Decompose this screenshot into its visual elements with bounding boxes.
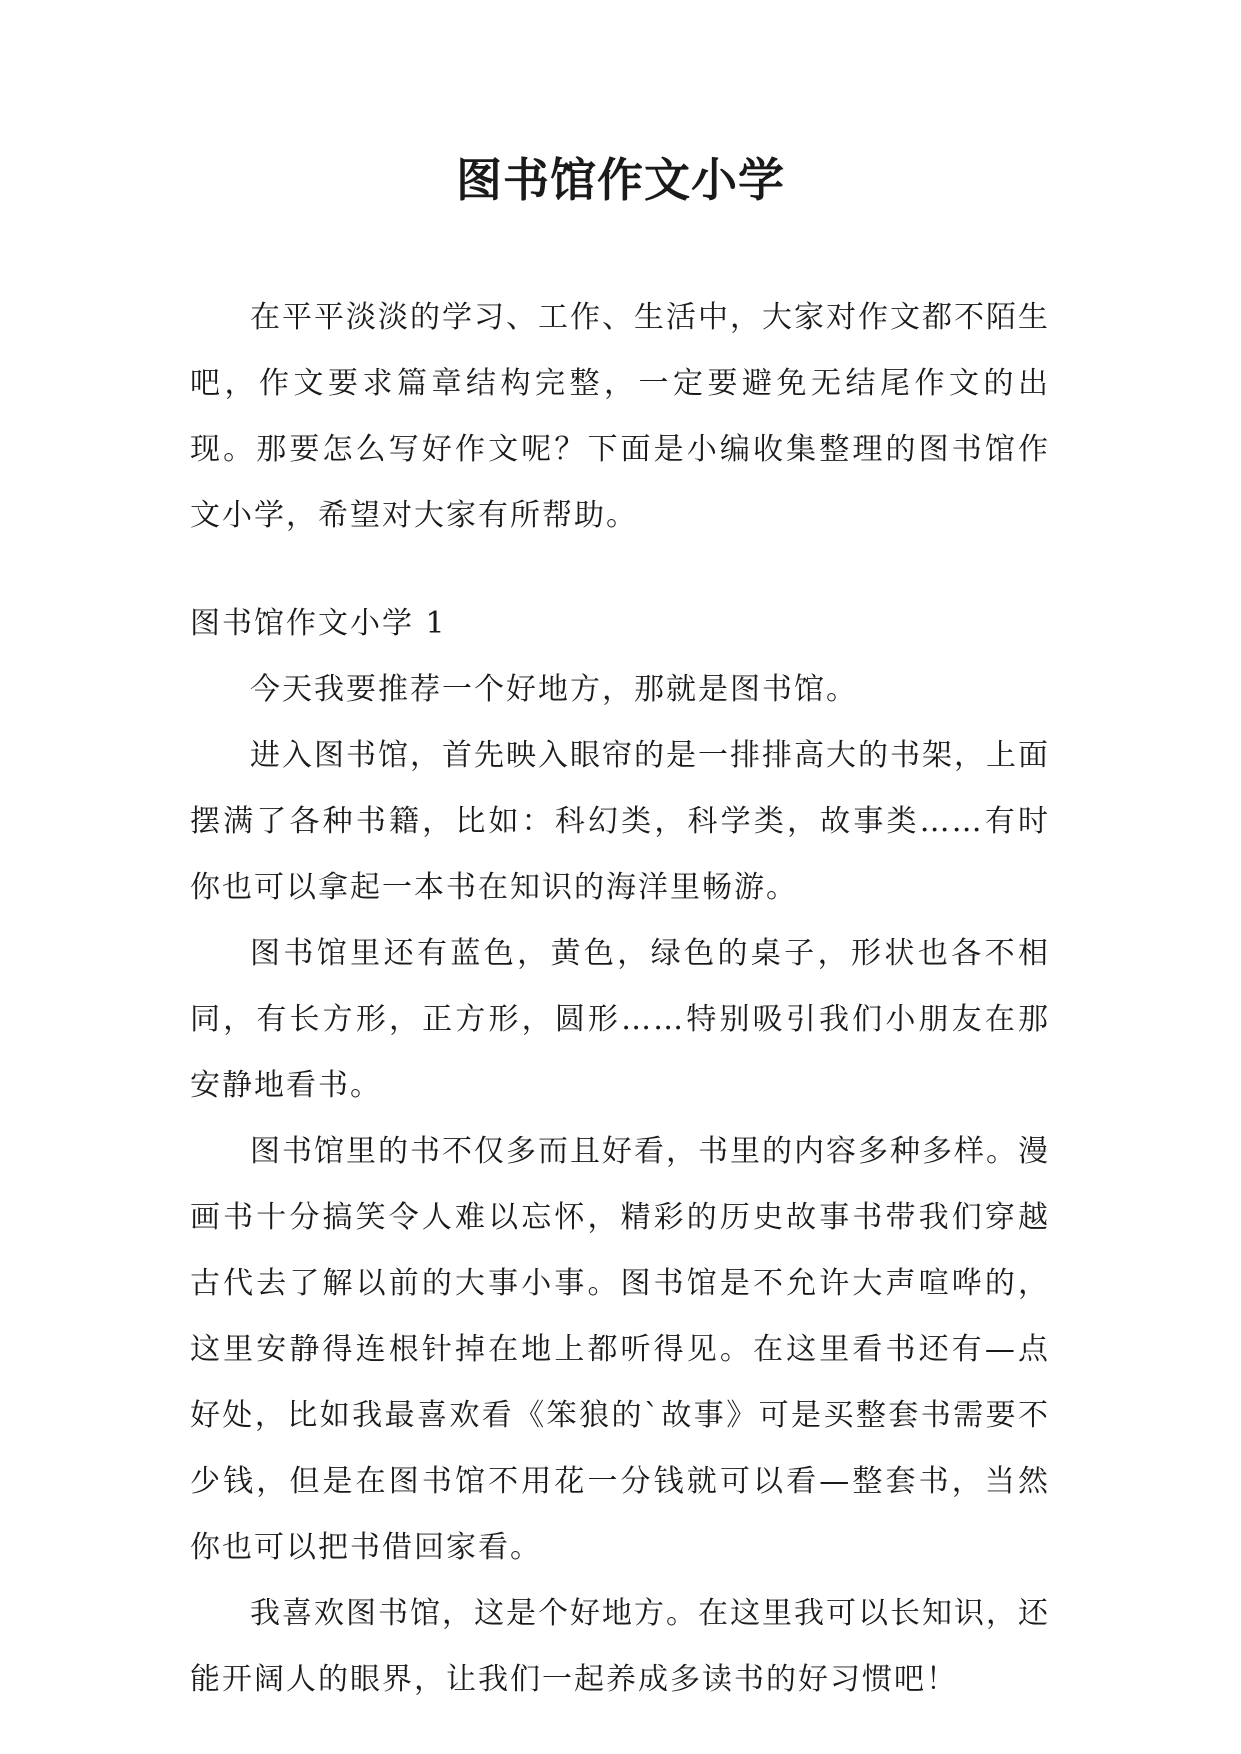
body-paragraph: 进入图书馆，首先映入眼帘的是一排排高大的书架，上面摆满了各种书籍，比如：科幻类，科学类，故事类……有时你也可以拿起一本书在知识的海洋里畅游。 xyxy=(190,738,1050,905)
document-title: 图书馆作文小学 xyxy=(456,153,785,207)
document-body xyxy=(190,285,1050,1713)
section-heading: 图书馆作文小学 1 xyxy=(190,606,447,641)
intro-paragraph: 在平平淡淡的学习、工作、生活中，大家对作文都不陌生吧，作文要求篇章结构完整，一定要避免无结尾作文的出现。那要怎么写好作文呢？下面是小编收集整理的图书馆作文小学，希望对大家有所帮助。 xyxy=(190,300,1050,533)
body-paragraph: 图书馆里的书不仅多而且好看，书里的内容多种多样。漫画书十分搞笑令人难以忘怀，精彩的历史故事书带我们穿越古代去了解以前的大事小事。图书馆是不允许大声喧哗的，这里安静得连根针掉在地上都听得见。在这里看书还有—点好处，比如我最喜欢看《笨狼的`故事》可是买整套书需要不少钱，但是在图书馆不用花一分钱就可以看—整套书，当然你也可以把书借回家看。 xyxy=(190,1134,1050,1565)
body-paragraph: 图书馆里还有蓝色，黄色，绿色的桌子，形状也各不相同，有长方形，正方形，圆形……特别吸引我们小朋友在那安静地看书。 xyxy=(190,936,1050,1103)
body-paragraph: 今天我要推荐一个好地方，那就是图书馆。 xyxy=(250,672,858,707)
body-paragraph: 我喜欢图书馆，这是个好地方。在这里我可以长知识，还能开阔人的眼界，让我们一起养成多读书的好习惯吧！ xyxy=(190,1596,1050,1697)
